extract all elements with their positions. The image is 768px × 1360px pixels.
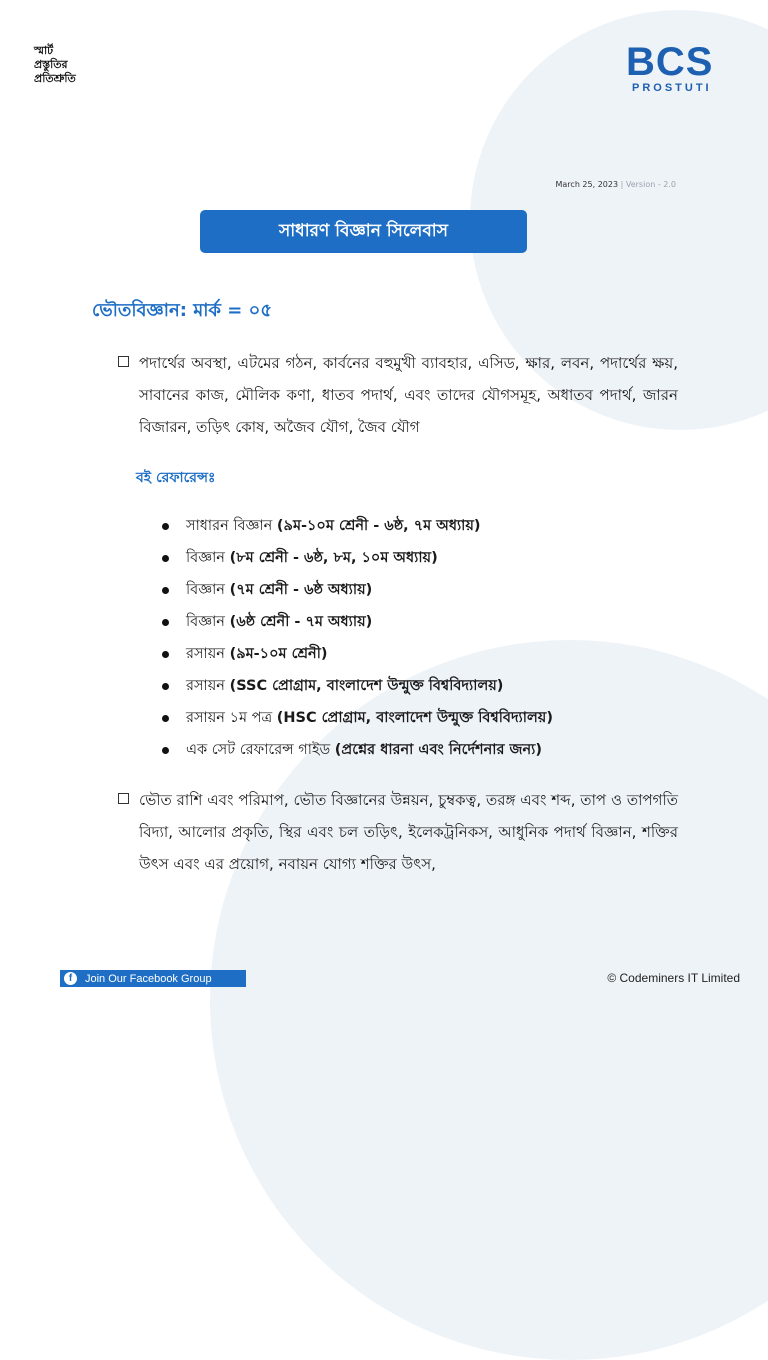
- facebook-icon: f: [64, 972, 77, 985]
- list-item: [162, 574, 553, 606]
- reference-name: রসায়ন: [186, 646, 225, 662]
- list-item: [162, 542, 553, 574]
- document-meta: [556, 180, 677, 189]
- logo-mark: BCS: [626, 40, 714, 84]
- reference-detail: (৭ম শ্রেনী - ৬ষ্ঠ অধ্যায়): [229, 582, 373, 598]
- page-title: সাধারণ বিজ্ঞান সিলেবাস: [200, 210, 527, 253]
- tagline-line: স্মার্ট: [34, 44, 54, 57]
- date: March 25, 2023: [555, 180, 619, 189]
- list-item: [162, 510, 553, 542]
- reference-name: বিজ্ঞান: [186, 582, 225, 598]
- list-item: [162, 638, 553, 670]
- topic-text: পদার্থের অবস্থা, এটমের গঠন, কার্বনের বহুমুখী ব্যাবহার, এসিড, ক্ষার, লবন, পদার্থের ক্ষয়, সাবানের কাজ, মৌলিক কণা, ধাতব পদার্থ, এবং তাদের যৌগসমূহ, অধাতব পদার্থ, জারন বিজারন, তড়িৎ কোষ, অজৈব যৌগ, জৈব যৌগ: [139, 354, 678, 436]
- list-item: [162, 670, 553, 702]
- reference-heading: বই রেফারেন্সঃ: [136, 470, 216, 486]
- reference-list: [162, 510, 553, 766]
- reference-name: বিজ্ঞান: [186, 550, 225, 566]
- reference-detail: (৯ম-১০ম শ্রেনী): [229, 646, 328, 662]
- reference-name: রসায়ন ১ম পত্র: [186, 710, 273, 726]
- list-item: [162, 702, 553, 734]
- reference-name: এক সেট রেফারেন্স গাইড: [186, 742, 331, 758]
- section-heading: ভৌতবিজ্ঞান: মার্ক = ০৫: [92, 300, 273, 321]
- list-item: [162, 734, 553, 766]
- separator: |: [620, 180, 624, 189]
- copyright: © Codeminers IT Limited: [607, 971, 740, 985]
- checkbox-icon: [118, 793, 129, 804]
- tagline: [34, 44, 76, 86]
- logo-subtitle: PROSTUTI: [632, 82, 712, 94]
- version: 2.0: [663, 180, 676, 189]
- tagline-line: প্রস্তুতির: [34, 58, 68, 71]
- bcs-prostuti-logo: [626, 42, 732, 96]
- reference-detail: (SSC প্রোগ্রাম, বাংলাদেশ উন্মুক্ত বিশ্ববিদ্যালয়): [229, 678, 504, 694]
- version-label: Version -: [625, 180, 661, 189]
- topic-text: ভৌত রাশি এবং পরিমাপ, ভৌত বিজ্ঞানের উন্নয়ন, চুম্বকত্ব, তরঙ্গ এবং শব্দ, তাপ ও তাপগতি বিদ্যা, আলোর প্রকৃতি, স্থির এবং চল তড়িৎ, ইলেকট্রনিকস, আধুনিক পদার্থ বিজ্ঞান, শক্তির উৎস এবং এর প্রয়োগ, নবায়ন যোগ্য শক্তির উৎস,: [139, 791, 678, 873]
- facebook-group-link[interactable]: [60, 970, 246, 987]
- reference-name: রসায়ন: [186, 678, 225, 694]
- reference-detail: (৮ম শ্রেনী - ৬ষ্ঠ, ৮ম, ১০ম অধ্যায়): [229, 550, 438, 566]
- reference-detail: (HSC প্রোগ্রাম, বাংলাদেশ উন্মুক্ত বিশ্ববিদ্যালয়): [276, 710, 553, 726]
- reference-detail: (৬ষ্ঠ শ্রেনী - ৭ম অধ্যায়): [229, 614, 373, 630]
- reference-name: সাধারন বিজ্ঞান: [186, 518, 273, 534]
- reference-name: বিজ্ঞান: [186, 614, 225, 630]
- list-item: [162, 606, 553, 638]
- topic-item: [118, 347, 678, 443]
- tagline-line: প্রতিশ্রুতি: [34, 72, 76, 85]
- reference-detail: (৯ম-১০ম শ্রেনী - ৬ষ্ঠ, ৭ম অধ্যায়): [276, 518, 481, 534]
- facebook-group-label: Join Our Facebook Group: [85, 972, 212, 985]
- reference-detail: (প্রশ্নের ধারনা এবং নির্দেশনার জন্য): [334, 742, 542, 758]
- checkbox-icon: [118, 356, 129, 367]
- topic-item: [118, 784, 678, 880]
